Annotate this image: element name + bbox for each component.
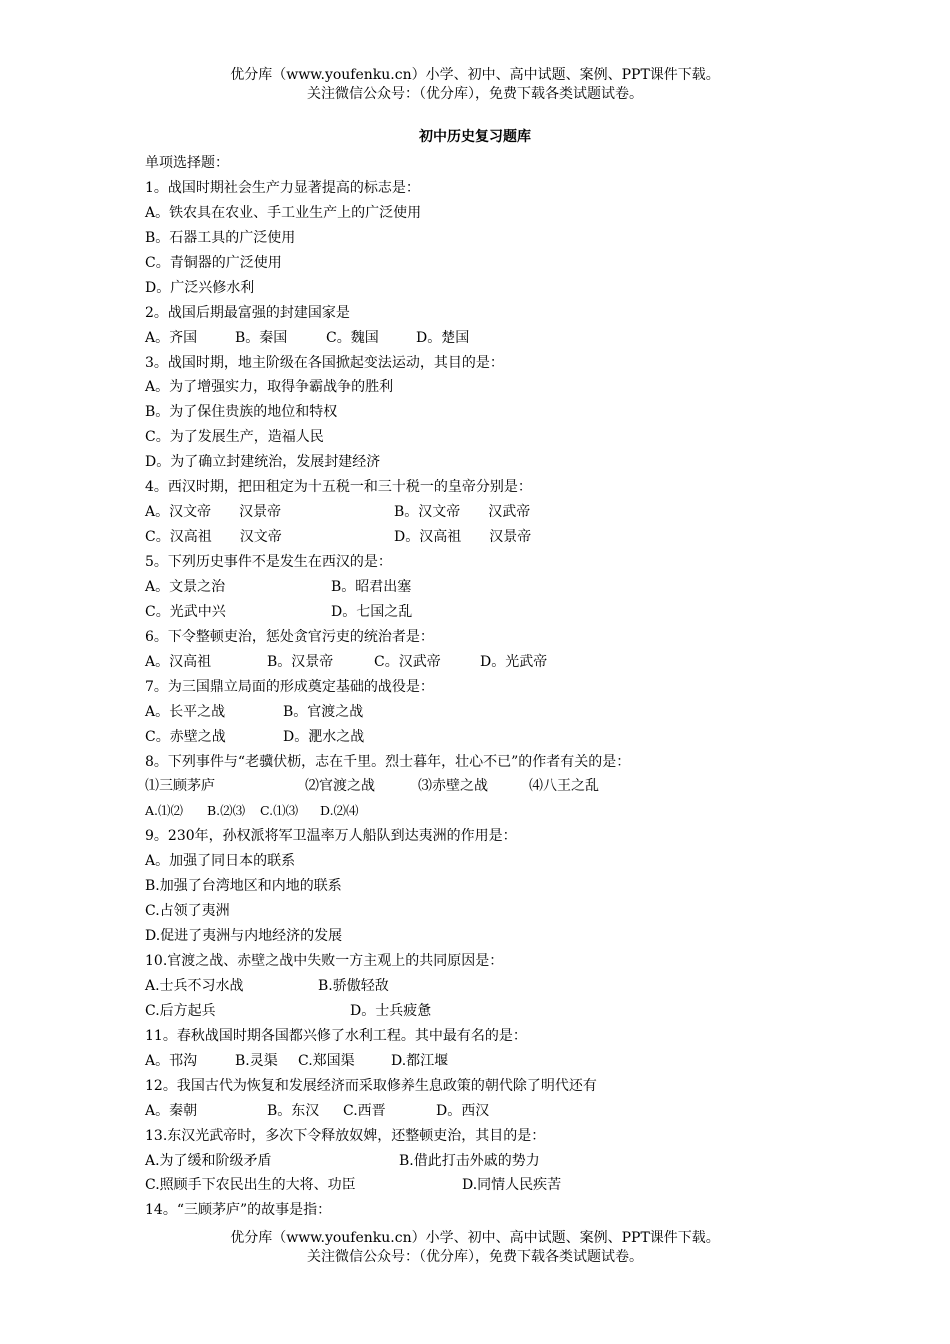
option-4c: C。汉高祖 汉文帝	[145, 529, 282, 546]
options-7ab	[145, 700, 845, 725]
option-5b: B。昭君出塞	[331, 578, 412, 595]
option-13c: C.照顾手下农民出生的大将、功臣	[145, 1177, 356, 1194]
question-10: 10.官渡之战、赤壁之战中失败一方主观上的共同原因是：	[145, 953, 504, 969]
page-header	[0, 66, 950, 104]
footer-line-1: 优分库（www.youfenku.cn）小学、初中、高中试题、案例、PPT课件下载。	[230, 1230, 720, 1246]
question-12: 12。我国古代为恢复和发展经济而采取修养生息政策的朝代除了明代还有	[145, 1077, 597, 1094]
option-12c: C.西晋	[343, 1102, 386, 1119]
header-line-1: 优分库（www.youfenku.cn）小学、初中、高中试题、案例、PPT课件下载。	[230, 67, 720, 83]
options-12	[145, 1099, 845, 1124]
options-2	[145, 326, 845, 351]
option-12d: D。西汉	[436, 1102, 490, 1119]
document-title: 初中历史复习题库	[419, 129, 531, 145]
option-12b: B。东汉	[267, 1102, 320, 1119]
option-3b: B。为了保住贵族的地位和特权	[145, 404, 338, 421]
options-13ab	[145, 1149, 845, 1174]
option-11d: D.都江堰	[391, 1052, 449, 1069]
option-10a: A.士兵不习水战	[145, 977, 244, 994]
option-13d: D.同情人民疾苦	[462, 1177, 562, 1194]
options-6	[145, 650, 845, 675]
footer-line-2: 关注微信公众号：（优分库），免费下载各类试题试卷。	[307, 1249, 643, 1265]
option-6c: C。汉武帝	[374, 653, 441, 670]
option-13a: A.为了缓和阶级矛盾	[145, 1152, 272, 1169]
option-7a: A。长平之战	[145, 703, 226, 720]
option-6d: D。光武帝	[480, 653, 548, 670]
option-1b: B。石器工具的广泛使用	[145, 229, 296, 246]
question-5: 5。下列历史事件不是发生在西汉的是：	[145, 554, 392, 570]
option-13b: B.借此打击外戚的势力	[399, 1152, 540, 1169]
option-9d: D.促进了夷洲与内地经济的发展	[145, 928, 343, 945]
option-4b: B。汉文帝 汉武帝	[394, 504, 531, 521]
options-11	[145, 1049, 845, 1074]
options-5ab	[145, 575, 845, 600]
options-10ab	[145, 974, 845, 999]
option-1d: D。广泛兴修水利	[145, 279, 255, 296]
section-heading: 单项选择题：	[145, 155, 229, 171]
option-11b: B.灵渠	[235, 1052, 278, 1069]
question-7: 7。为三国鼎立局面的形成奠定基础的战役是：	[145, 678, 434, 695]
question-9: 9。230年，孙权派将军卫温率万人船队到达夷洲的作用是：	[145, 828, 517, 845]
option-7b: B。官渡之战	[283, 703, 364, 720]
option-7d: D。淝水之战	[283, 728, 365, 745]
question-11: 11。春秋战国时期各国都兴修了水利工程。其中最有名的是：	[145, 1027, 527, 1044]
option-8d: D.⑵⑷	[320, 803, 359, 819]
options-7cd	[145, 725, 845, 750]
page-footer	[0, 1229, 950, 1267]
option-10b: B.骄傲轻敌	[318, 977, 389, 994]
option-7c: C。赤壁之战	[145, 728, 226, 745]
question-list	[145, 151, 845, 1223]
option-3c: C。为了发展生产，造福人民	[145, 429, 324, 446]
option-10c: C.后方起兵	[145, 1002, 216, 1019]
question-13: 13.东汉光武帝时，多次下令释放奴婢，还整顿吏治，其目的是：	[145, 1127, 546, 1144]
option-6a: A。汉高祖	[145, 653, 212, 670]
options-4ab	[145, 500, 845, 525]
options-5cd	[145, 600, 845, 625]
item-8-1: ⑴三顾茅庐	[145, 778, 215, 795]
option-2c: C。魏国	[326, 329, 379, 346]
question-4: 4。西汉时期，把田租定为十五税一和三十税一的皇帝分别是：	[145, 479, 532, 496]
option-3d: D。为了确立封建统治，发展封建经济	[145, 454, 381, 471]
question-1: 1。战国时期社会生产力显著提高的标志是：	[145, 179, 420, 196]
option-5a: A。文景之治	[145, 578, 226, 595]
option-9a: A。加强了同日本的联系	[145, 853, 296, 870]
question-6: 6。下令整顿吏治，惩处贪官污吏的统治者是：	[145, 628, 434, 645]
option-6b: B。汉景帝	[267, 653, 334, 670]
option-5d: D。七国之乱	[331, 603, 413, 620]
question-3: 3。战国时期，地主阶级在各国掀起变法运动，其目的是：	[145, 354, 504, 371]
options-4cd	[145, 525, 845, 550]
option-11a: A。邗沟	[145, 1052, 198, 1069]
option-12a: A。秦朝	[145, 1102, 198, 1119]
option-8b: B.⑵⑶	[207, 803, 246, 819]
header-line-2: 关注微信公众号：（优分库），免费下载各类试题试卷。	[307, 86, 643, 102]
item-8-4: ⑷八王之乱	[529, 778, 599, 795]
option-11c: C.郑国渠	[298, 1052, 355, 1069]
option-2b: B。秦国	[235, 329, 288, 346]
item-8-3: ⑶赤壁之战	[418, 778, 488, 795]
option-8c: C.⑴⑶	[260, 803, 299, 819]
option-4a: A。汉文帝 汉景帝	[145, 504, 282, 521]
question-8: 8。下列事件与“老骥伏枥，志在千里。烈士暮年，壮心不已”的作者有关的是：	[145, 753, 631, 770]
options-8	[145, 799, 845, 824]
question-14: 14。“三顾茅庐”的故事是指：	[145, 1202, 332, 1219]
options-10cd	[145, 999, 845, 1024]
option-2d: D。楚国	[416, 329, 470, 346]
option-8a: A.⑴⑵	[145, 803, 184, 819]
option-3a: A。为了增强实力，取得争霸战争的胜利	[145, 379, 394, 396]
option-9c: C.占领了夷洲	[145, 903, 230, 920]
item-8-2: ⑵官渡之战	[305, 778, 375, 795]
option-9b: B.加强了台湾地区和内地的联系	[145, 878, 342, 895]
items-8	[145, 774, 845, 799]
option-1c: C。青铜器的广泛使用	[145, 254, 282, 271]
option-4d: D。汉高祖 汉景帝	[394, 529, 532, 546]
option-10d: D。士兵疲惫	[350, 1002, 432, 1019]
option-2a: A。齐国	[145, 329, 198, 346]
option-1a: A。铁农具在农业、手工业生产上的广泛使用	[145, 204, 422, 221]
question-2: 2。战国后期最富强的封建国家是	[145, 304, 350, 321]
option-5c: C。光武中兴	[145, 603, 226, 620]
options-13cd	[145, 1173, 845, 1198]
